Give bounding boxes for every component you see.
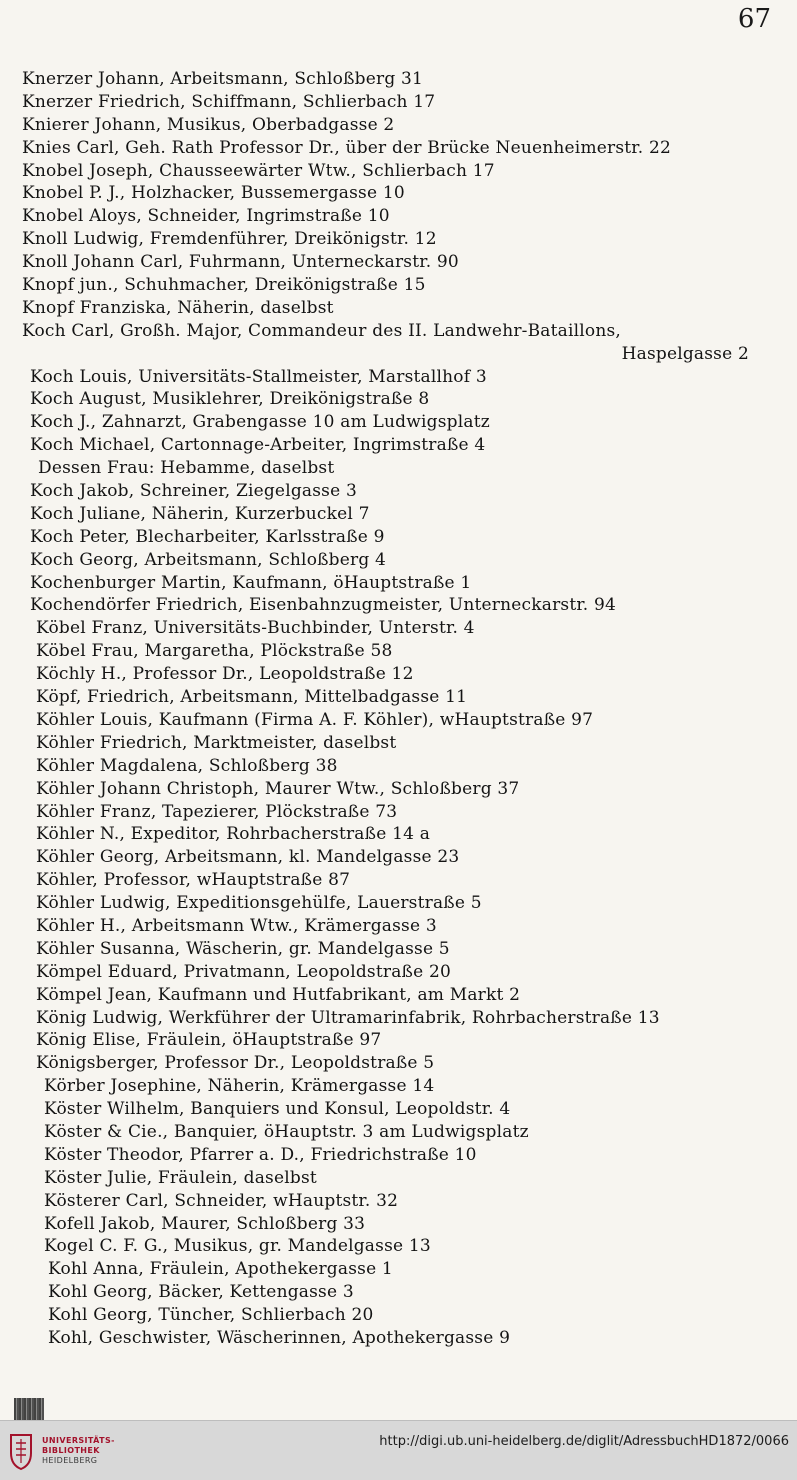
- directory-entry: Kösterer Carl, Schneider, wHauptstr. 32: [44, 1190, 399, 1211]
- logo-line-2: BIBLIOTHEK: [42, 1446, 100, 1455]
- directory-entry: König Elise, Fräulein, öHauptstraße 97: [36, 1030, 382, 1051]
- directory-entry: Kofell Jakob, Maurer, Schloßberg 33: [44, 1213, 366, 1234]
- directory-entry: Köhler, Professor, wHauptstraße 87: [36, 870, 351, 891]
- directory-entry: Köhler H., Arbeitsmann Wtw., Krämergasse 3: [36, 915, 437, 936]
- directory-entry: Dessen Frau: Hebamme, daselbst: [38, 458, 335, 479]
- directory-entry: Köhler Ludwig, Expeditionsgehülfe, Lauerstraße 5: [36, 893, 482, 914]
- library-logo[interactable]: [8, 1433, 158, 1471]
- directory-entry: Köster Wilhelm, Banquiers und Konsul, Leopoldstr. 4: [44, 1099, 511, 1120]
- directory-entry: Knobel Aloys, Schneider, Ingrimstraße 10: [22, 206, 390, 227]
- directory-entry: Köpf, Friedrich, Arbeitsmann, Mittelbadgasse 11: [36, 687, 468, 708]
- directory-entry: Kömpel Eduard, Privatmann, Leopoldstraße 20: [36, 961, 451, 982]
- directory-entry: Knies Carl, Geh. Rath Professor Dr., über der Brücke Neuenheimerstr. 22: [22, 137, 672, 158]
- directory-entry: Koch Juliane, Näherin, Kurzerbuckel 7: [30, 503, 370, 524]
- page-number: 67: [737, 4, 771, 34]
- directory-entry: Kohl Anna, Fräulein, Apothekergasse 1: [48, 1259, 393, 1280]
- directory-entry: Kogel C. F. G., Musikus, gr. Mandelgasse 13: [44, 1236, 431, 1257]
- directory-entry: Knobel Joseph, Chausseewärter Wtw., Schlierbach 17: [22, 160, 495, 181]
- directory-entry: Koch Peter, Blecharbeiter, Karlsstraße 9: [30, 526, 385, 547]
- directory-entry: Köbel Franz, Universitäts-Buchbinder, Unterstr. 4: [36, 618, 475, 639]
- source-url-link[interactable]: http://digi.ub.uni-heidelberg.de/diglit/AdressbuchHD1872/0066: [379, 1434, 789, 1449]
- directory-entry: Köhler Louis, Kaufmann (Firma A. F. Köhler), wHauptstraße 97: [36, 709, 594, 730]
- directory-entry: Köhler Susanna, Wäscherin, gr. Mandelgasse 5: [36, 938, 450, 959]
- directory-entry: Knerzer Johann, Arbeitsmann, Schloßberg 31: [22, 69, 424, 89]
- directory-entries: [0, 68, 797, 1350]
- directory-entry: Knopf Franziska, Näherin, daselbst: [22, 297, 334, 318]
- heidelberg-library-shield-icon: [8, 1433, 34, 1471]
- directory-entry: Kohl Georg, Tüncher, Schlierbach 20: [48, 1305, 374, 1326]
- entry-continuation: Haspelgasse 2: [621, 343, 749, 364]
- directory-entry: Knopf jun., Schuhmacher, Dreikönigstraße 15: [22, 275, 426, 296]
- directory-entry: Köhler N., Expeditor, Rohrbacherstraße 14 a: [36, 824, 431, 845]
- directory-entry: Kohl Georg, Bäcker, Kettengasse 3: [48, 1282, 354, 1303]
- directory-entry: Königsberger, Professor Dr., Leopoldstraße 5: [36, 1053, 435, 1074]
- directory-entry: Köhler Magdalena, Schloßberg 38: [36, 755, 338, 776]
- directory-entry: Knobel P. J., Holzhacker, Bussemergasse 10: [22, 183, 405, 204]
- logo-line-3: HEIDELBERG: [42, 1456, 98, 1465]
- scan-artifact: [14, 1398, 44, 1422]
- directory-entry: Koch Louis, Universitäts-Stallmeister, Marstallhof 3: [30, 366, 487, 387]
- directory-entry: Knierer Johann, Musikus, Oberbadgasse 2: [22, 114, 395, 135]
- directory-entry: Koch J., Zahnarzt, Grabengasse 10 am Ludwigsplatz: [30, 412, 490, 433]
- directory-entry: Kochendörfer Friedrich, Eisenbahnzugmeister, Unterneckarstr. 94: [30, 595, 617, 616]
- directory-entry: Koch Michael, Cartonnage-Arbeiter, Ingrimstraße 4: [30, 435, 486, 456]
- directory-entry: Köster Julie, Fräulein, daselbst: [44, 1167, 317, 1188]
- directory-entry: Köster & Cie., Banquier, öHauptstr. 3 am Ludwigsplatz: [44, 1121, 529, 1142]
- directory-entry: Köchly H., Professor Dr., Leopoldstraße 12: [36, 664, 414, 685]
- directory-entry: Köster Theodor, Pfarrer a. D., Friedrichstraße 10: [44, 1144, 477, 1165]
- directory-entry: Köbel Frau, Margaretha, Plöckstraße 58: [36, 641, 393, 662]
- directory-entry: Kohl, Geschwister, Wäscherinnen, Apothekergasse 9: [48, 1327, 511, 1348]
- directory-entry: Köhler Johann Christoph, Maurer Wtw., Schloßberg 37: [36, 778, 520, 799]
- viewer-footer: [0, 1420, 797, 1480]
- logo-line-1: UNIVERSITÄTS-: [42, 1436, 115, 1445]
- directory-entry: Knoll Johann Carl, Fuhrmann, Unterneckarstr. 90: [22, 252, 459, 273]
- directory-entry: König Ludwig, Werkführer der Ultramarinfabrik, Rohrbacherstraße 13: [36, 1007, 660, 1028]
- directory-entry: Kochenburger Martin, Kaufmann, öHauptstraße 1: [30, 572, 472, 593]
- directory-entry: Koch Carl, Großh. Major, Commandeur des II. Landwehr-Bataillons,: [22, 320, 622, 341]
- directory-entry: Körber Josephine, Näherin, Krämergasse 14: [44, 1076, 435, 1097]
- directory-entry: Köhler Franz, Tapezierer, Plöckstraße 73: [36, 801, 398, 822]
- directory-entry: Köhler Friedrich, Marktmeister, daselbst: [36, 732, 397, 753]
- directory-entry: Knerzer Friedrich, Schiffmann, Schlierbach 17: [22, 91, 436, 112]
- directory-entry: Koch Jakob, Schreiner, Ziegelgasse 3: [30, 481, 357, 502]
- directory-entry: Knoll Ludwig, Fremdenführer, Dreikönigstr. 12: [22, 229, 437, 250]
- directory-entry: Kömpel Jean, Kaufmann und Hutfabrikant, am Markt 2: [36, 984, 521, 1005]
- directory-entry: Köhler Georg, Arbeitsmann, kl. Mandelgasse 23: [36, 847, 460, 868]
- directory-entry: Koch August, Musiklehrer, Dreikönigstraße 8: [30, 389, 430, 410]
- logo-text: [42, 1436, 115, 1466]
- directory-entry: Koch Georg, Arbeitsmann, Schloßberg 4: [30, 549, 387, 570]
